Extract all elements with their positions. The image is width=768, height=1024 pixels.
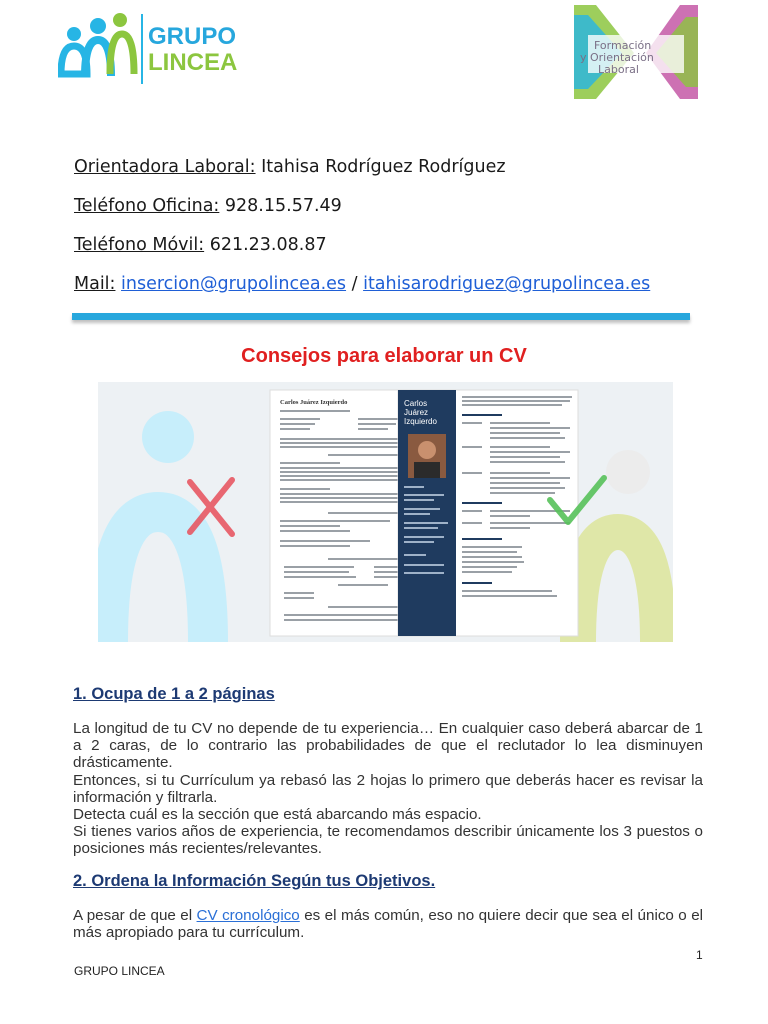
cv-good-name-1: Carlos [404,399,428,408]
mail-link-itahisa[interactable]: itahisarodriguez@grupolincea.es [363,274,651,294]
cv-good-name-3: Izquierdo [404,417,437,426]
section-2-body [73,907,703,941]
telefono-oficina-value: 928.15.57.49 [219,196,342,216]
page-title: Consejos para elaborar un CV [241,345,527,367]
cv-comparison-image [98,382,673,642]
logo-text-laboral: Laboral [598,63,639,76]
logo-text-orientacion: y Orientación [580,51,654,64]
mail-separator: / [346,274,364,294]
contact-telefono-movil [74,235,327,255]
cv-bad-name: Carlos Juárez Izquierdo [280,399,348,406]
section-1-body [73,720,703,858]
cv-good-name-2: Juárez [404,408,429,417]
section-1-paragraph-4: Si tienes varios años de experiencia, te recomendamos describir únicamente los 3 puestos o posiciones más recientes/relevantes. [73,823,703,858]
orientadora-value: Itahisa Rodríguez Rodríguez [255,157,506,177]
section-1-paragraph-2: Entonces, si tu Currículum ya rebasó las 2 hojas lo primero que deberás hacer es revisar la información y filtrarla. [73,771,703,806]
logo-text-grupo: GRUPO [148,23,237,50]
logo-text-formacion: Formación [594,39,652,52]
section-1-heading: 1. Ocupa de 1 a 2 páginas [73,685,275,703]
footer-text: GRUPO LINCEA [74,964,165,978]
page-number: 1 [696,948,703,962]
logo-text-lincea: LINCEA [148,49,238,76]
orientadora-label: Orientadora Laboral: [74,157,256,177]
contact-orientadora [74,157,506,177]
telefono-oficina-label: Teléfono Oficina: [74,196,220,216]
mail-link-insercion[interactable]: insercion@grupolincea.es [121,274,347,294]
telefono-movil-value: 621.23.08.87 [204,235,327,255]
telefono-movil-label: Teléfono Móvil: [74,235,205,255]
section-2-text-before: A pesar de que el [73,907,197,924]
section-1-paragraph-1: La longitud de tu CV no depende de tu experiencia… En cualquier caso deberá abarcar de 1 a 2 caras, de lo contrario las probabilidades de que el reclutador lo lea disminuyen drásticamente. [73,720,703,772]
section-2-heading: 2. Ordena la Información Según tus Objetivos. [73,872,436,890]
people-icon [61,13,134,76]
mail-label: Mail: [74,274,116,294]
section-2-text-after: es el más común, eso no quiere decir que sea el único o el más apropiado para tu currículum. [73,907,704,942]
contact-mail [74,274,650,294]
contact-telefono-oficina [74,196,342,216]
blue-divider [72,313,690,320]
formacion-orientacion-logo [574,5,698,99]
cv-cronologico-link[interactable]: CV cronológico [196,907,300,924]
grupo-lincea-logo [58,12,270,86]
section-1-paragraph-3: Detecta cuál es la sección que está abarcando más espacio. [73,806,482,824]
